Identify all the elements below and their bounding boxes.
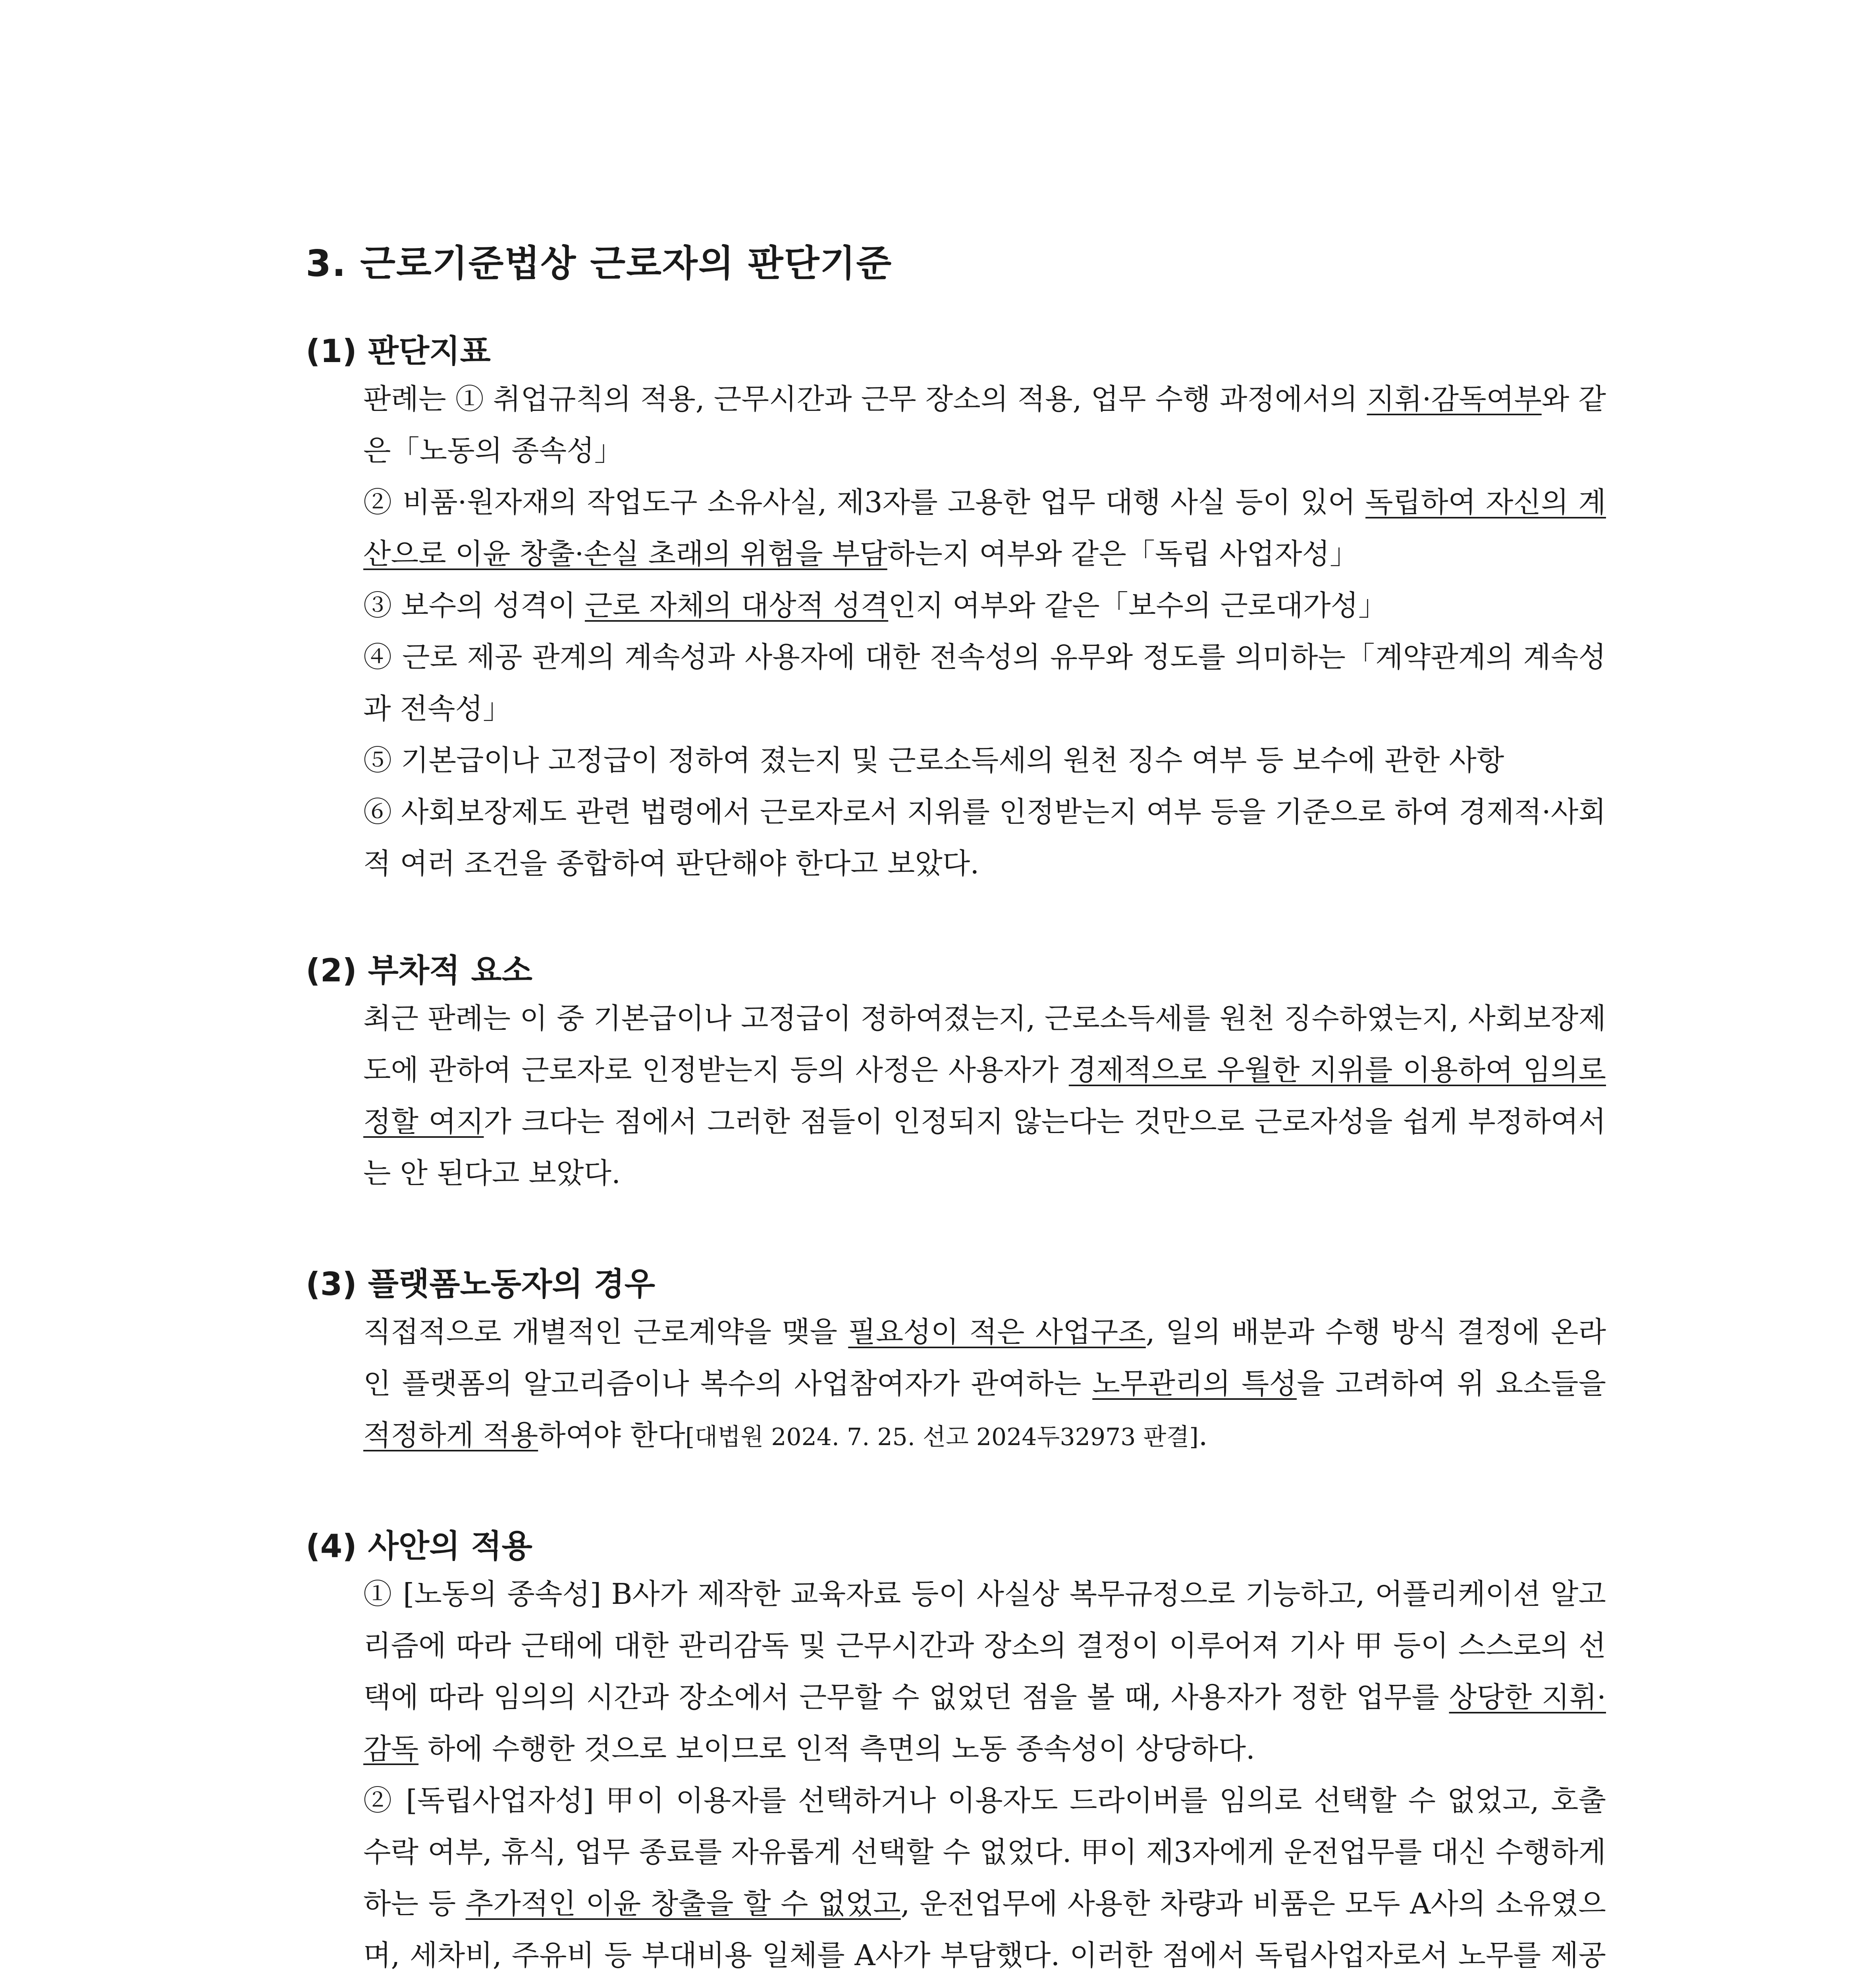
criteria-item-2 xyxy=(363,476,1606,580)
subheading-criteria: (1) 판단지표 xyxy=(306,333,491,370)
criteria-item-5: ⑤ 기본급이나 고정급이 정하여 졌는지 및 근로소득세의 원천 징수 여부 등 보수에 관한 사항 xyxy=(363,744,1504,777)
secondary-paragraph xyxy=(363,992,1606,1199)
text-run: ① [노동의 종속성] B사가 제작한 교육자료 등이 사실상 복무규정으로 기능하고, 어플리케이션 알고리즘에 따라 근태에 대한 관리감독 및 근무시간과 장소의 결정이 이루어져 기사 甲 등이 스스로의 선택에 따라 임의의 시간과 장소에서 근무할 수 없었던 점을 볼 때, 사용자가 정한 업무를 xyxy=(363,1577,1606,1714)
underlined-text: 적정하게 적용 xyxy=(363,1418,538,1452)
text-run: 하에 수행한 것으로 보이므로 인적 측면의 노동 종속성이 상당하다. xyxy=(418,1732,1255,1765)
text-run: 가 크다는 점에서 그러한 점들이 인정되지 않는다는 것만으로 근로자성을 쉽게 부정하여서는 안 된다고 보았다. xyxy=(363,1105,1606,1190)
subheading-secondary: (2) 부차적 요소 xyxy=(306,952,532,989)
text-run: 하여야 한다 xyxy=(538,1418,685,1452)
criteria-item-4: ④ 근로 제공 관계의 계속성과 사용자에 대한 전속성의 유무와 정도를 의미하는「계약관계의 계속성과 전속성」 xyxy=(363,640,1606,725)
underlined-text: 추가적인 이윤 창출을 할 수 없었고 xyxy=(465,1887,901,1920)
underlined-text: 노무관리의 특성 xyxy=(1092,1367,1297,1400)
criteria-item-1 xyxy=(363,373,1606,476)
text-run: 하는지 여부와 같은「독립 사업자성」 xyxy=(887,537,1359,570)
text-run: 와 같은「노동의 종속성」 xyxy=(363,382,1606,467)
subheading-application: (4) 사안의 적용 xyxy=(306,1528,532,1565)
text-run: , 일의 배분과 수행 방식 결정에 온라인 플랫폼의 알고리즘이나 복수의 사업참여자가 관여하는 xyxy=(363,1315,1606,1400)
underlined-text: 독립하여 자신의 계산으로 이윤 창출·손실 초래의 위험을 부담 xyxy=(363,486,1606,570)
section-title: 3. 근로기준법상 근로자의 판단기준 xyxy=(306,242,893,285)
text-run: . xyxy=(1198,1418,1208,1452)
text-run: ② [독립사업자성] 甲이 이용자를 선택하거나 이용자도 드라이버를 임의로 선택할 수 없었고, 호출 수락 여부, 휴식, 업무 종료를 자유롭게 선택할 수 없었다. 甲이 제3자에게 운전업무를 대신 수행하게 하는 등 xyxy=(363,1784,1606,1920)
case-citation: [대법원 2024. 7. 25. 선고 2024두32973 판결] xyxy=(685,1423,1199,1451)
text-run: ③ 보수의 성격이 xyxy=(363,589,585,622)
text-run: 판례는 ① 취업규칙의 적용, 근무시간과 근무 장소의 적용, 업무 수행 과정에서의 xyxy=(363,382,1367,416)
application-item-1 xyxy=(363,1568,1606,1775)
criteria-item-6: ⑥ 사회보장제도 관련 법령에서 근로자로서 지위를 인정받는지 여부 등을 기준으로 하여 경제적·사회적 여러 조건을 종합하여 판단해야 한다고 보았다. xyxy=(363,795,1606,880)
criteria-item-3 xyxy=(363,580,1606,631)
underlined-text: 지휘·감독여부 xyxy=(1367,382,1542,416)
text-run: 을 고려하여 위 요소들을 xyxy=(1296,1367,1606,1400)
application-item-2 xyxy=(363,1775,1606,1985)
text-run: 직접적으로 개별적인 근로계약을 맺을 xyxy=(363,1315,848,1349)
underlined-text: 필요성이 적은 사업구조 xyxy=(848,1315,1146,1349)
text-run: 최근 판례는 이 중 기본급이나 고정급이 정하여졌는지, 근로소득세를 원천 징수하였는지, 사회보장제도에 관하여 근로자로 인정받는지 등의 사정은 사용자가 xyxy=(363,1002,1606,1087)
text-run: 인지 여부와 같은「보수의 근로대가성」 xyxy=(888,589,1387,622)
text-run: ② 비품·원자재의 작업도구 소유사실, 제3자를 고용한 업무 대행 사실 등이 있어 xyxy=(363,486,1366,519)
underlined-text: 상당한 지휘·감독 xyxy=(363,1681,1606,1765)
platform-paragraph xyxy=(363,1306,1606,1463)
subheading-platform: (3) 플랫폼노동자의 경우 xyxy=(306,1266,656,1303)
underlined-text: 경제적으로 우월한 지위를 이용하여 임의로 정할 여지 xyxy=(363,1053,1606,1138)
underlined-text: 근로 자체의 대상적 성격 xyxy=(584,589,889,622)
text-run: , 운전업무에 사용한 차량과 비품은 모두 A사의 소유였으며, 세차비, 주유비 등 부대비용 일체를 A사가 부담했다. 이러한 점에서 독립사업자로서 노무를 제공 xyxy=(363,1887,1606,1972)
